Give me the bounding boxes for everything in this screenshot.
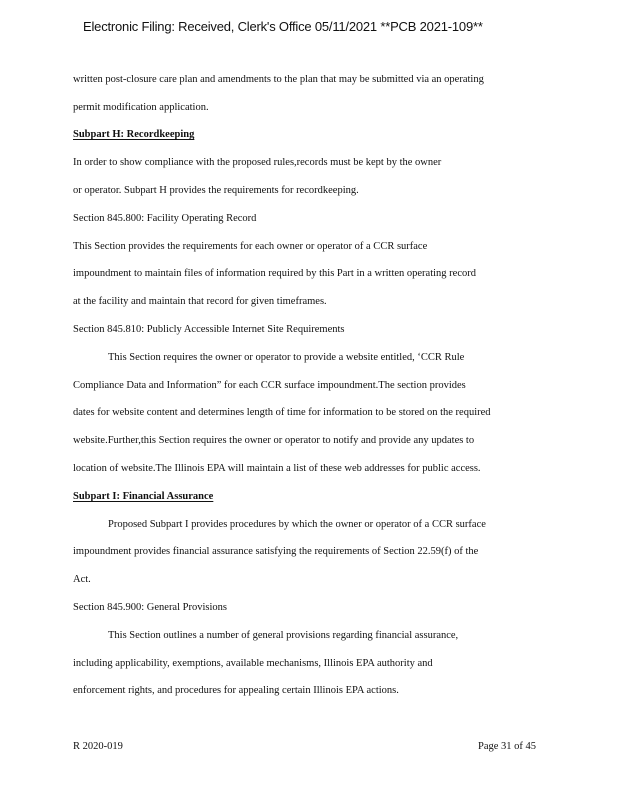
subpart-i-heading: Subpart I: Financial Assurance [73, 491, 214, 502]
section-heading: Section 845.800: Facility Operating Record [73, 213, 257, 224]
body-line: or operator. Subpart H provides the requirements for recordkeeping. [73, 185, 359, 196]
body-line: impoundment provides financial assurance satisfying the requirements of Section 22.59(f) of the [73, 546, 479, 557]
body-line: dates for website content and determines length of time for information to be stored on the required [73, 407, 491, 418]
body-line: This Section requires the owner or operator to provide a website entitled, ‘CCR Rule [108, 352, 465, 363]
section-heading: Section 845.810: Publicly Accessible Internet Site Requirements [73, 324, 345, 335]
body-line: Act. [73, 574, 91, 585]
body-line: enforcement rights, and procedures for appealing certain Illinois EPA actions. [73, 685, 399, 696]
body-line: Compliance Data and Information” for each CCR surface impoundment.The section provides [73, 380, 466, 391]
body-line: at the facility and maintain that record for given timeframes. [73, 296, 327, 307]
body-line: location of website.The Illinois EPA will maintain a list of these web addresses for public access. [73, 463, 481, 474]
body-line: This Section provides the requirements for each owner or operator of a CCR surface [73, 241, 428, 252]
docket-number: R 2020-019 [73, 741, 123, 752]
body-line: permit modification application. [73, 102, 209, 113]
body-line: This Section outlines a number of general provisions regarding financial assurance, [108, 630, 459, 641]
body-line: impoundment to maintain files of information required by this Part in a written operating record [73, 268, 476, 279]
body-line: website.Further,this Section requires the owner or operator to notify and provide any updates to [73, 435, 475, 446]
filing-stamp-header: Electronic Filing: Received, Clerk's Office 05/11/2021 **PCB 2021-109** [83, 19, 483, 34]
body-line: Proposed Subpart I provides procedures by which the owner or operator of a CCR surface [108, 519, 486, 530]
body-line: including applicability, exemptions, available mechanisms, Illinois EPA authority and [73, 658, 433, 669]
body-line: written post-closure care plan and amendments to the plan that may be submitted via an operating [73, 74, 484, 85]
page-number: Page 31 of 45 [478, 741, 537, 752]
subpart-h-heading: Subpart H: Recordkeeping [73, 129, 195, 140]
section-heading: Section 845.900: General Provisions [73, 602, 227, 613]
body-line: In order to show compliance with the proposed rules,records must be kept by the owner [73, 157, 442, 168]
